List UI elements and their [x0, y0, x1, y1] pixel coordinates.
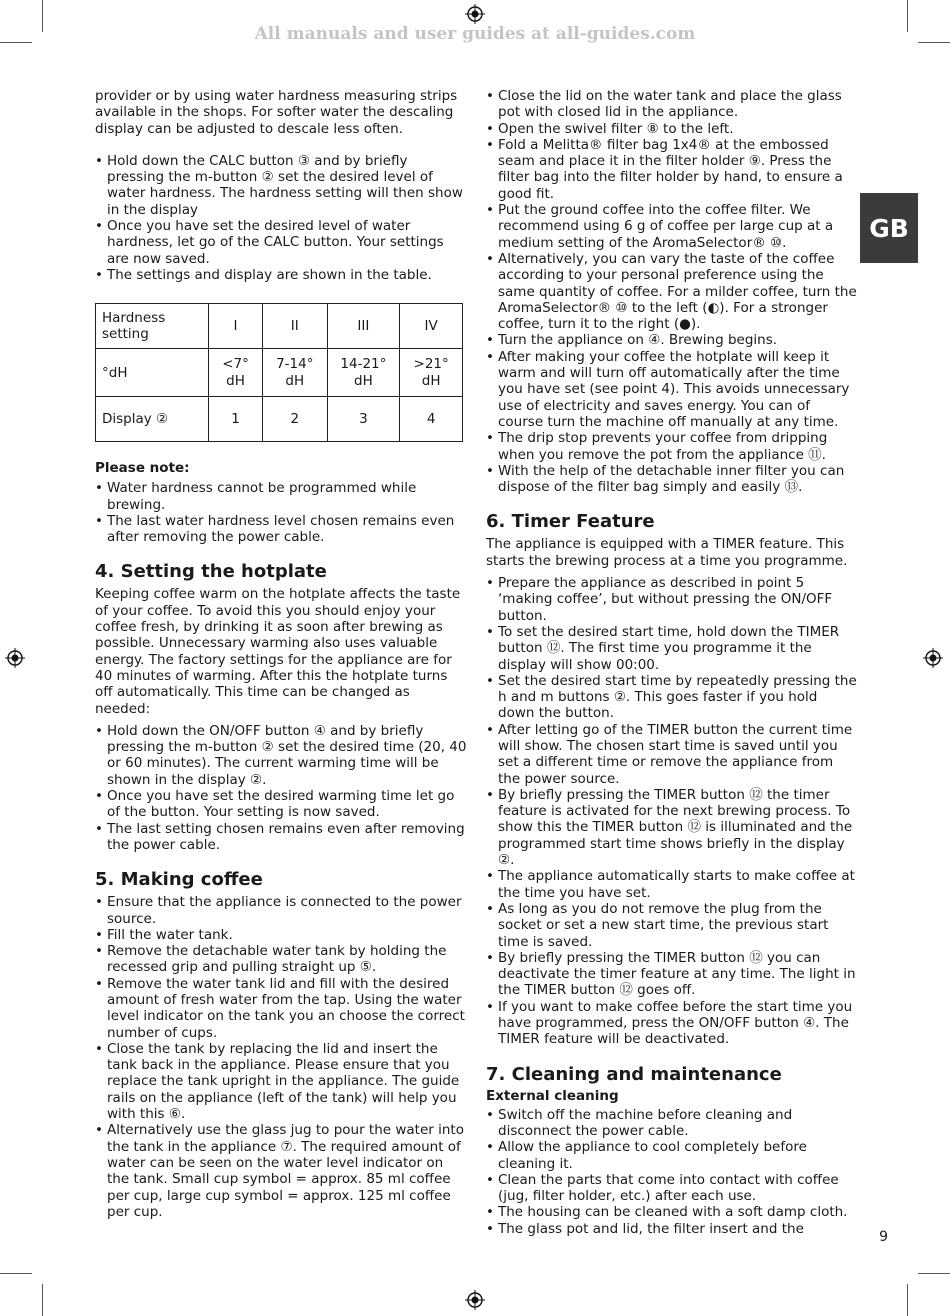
table-cell: Hardness setting — [96, 304, 209, 349]
list-item: • Close the lid on the water tank and place the glass pot with closed lid in the appliance. — [486, 88, 858, 121]
table-cell: III — [327, 304, 400, 349]
list-item: • To set the desired start time, hold down the TIMER button ⑫. The first time you programme it the display will show 00:00. — [486, 624, 858, 673]
section-heading-7: 7. Cleaning and maintenance — [486, 1063, 782, 1085]
table-cell: 3 — [327, 397, 400, 442]
section-5-list — [95, 894, 467, 1220]
page-number: 9 — [879, 1229, 888, 1245]
crop-mark — [42, 1284, 43, 1316]
list-item: • Once you have set the desired warming time let go of the button. Your setting is now saved. — [95, 788, 467, 821]
list-item: • The housing can be cleaned with a soft damp cloth. — [486, 1204, 858, 1220]
note-list — [95, 480, 467, 545]
note-heading: Please note: — [95, 460, 190, 477]
section-heading-5: 5. Making coffee — [95, 869, 263, 891]
list-item: • Water hardness cannot be programmed while brewing. — [95, 480, 467, 513]
list-item: • Close the tank by replacing the lid and insert the tank back in the appliance. Please ensure that you replace the tank upright in the appliance. The guide rails on the appliance (left of the tank) will help you with this ⑥. — [95, 1041, 467, 1122]
list-item: • Once you have set the desired level of water hardness, let go of the CALC button. Your settings are now saved. — [95, 218, 467, 267]
table-cell: <7° dH — [209, 349, 263, 397]
hardness-table — [95, 303, 463, 442]
list-item: • Alternatively use the glass jug to pour the water into the tank in the appliance ⑦. The required amount of water can be seen on the water level indicator on the tank. Small cup symbol = approx. 85 ml coffee per cup, large cup symbol = approx. 125 ml coffee per cup. — [95, 1122, 467, 1220]
list-item: • After letting go of the TIMER button the current time will show. The chosen start time is saved until you set a different time or remove the appliance from the power source. — [486, 722, 858, 787]
table-row — [96, 397, 463, 442]
list-item: • Turn the appliance on ④. Brewing begins. — [486, 332, 858, 348]
language-tab: GB — [860, 193, 918, 263]
list-item: • The drip stop prevents your coffee from dripping when you remove the pot from the appliance ⑪. — [486, 430, 858, 463]
section-5-cont-list — [486, 88, 858, 495]
table-cell: 2 — [263, 397, 327, 442]
intro-paragraph: provider or by using water hardness measuring strips available in the shops. For softer water the descaling display can be adjusted to descale less often. — [95, 88, 458, 137]
table-cell: °dH — [96, 349, 209, 397]
section-4-paragraph: Keeping coffee warm on the hotplate affects the taste of your coffee. To avoid this you should enjoy your coffee fresh, by drinking it as soon after brewing as possible. Unnecessary warming also uses valuable energy. The factory settings for the appliance are for 40 minutes of warming. After this the hotplate turns off automatically. This time can be changed as needed: — [95, 586, 461, 717]
list-item: • The last water hardness level chosen remains even after removing the power cable. — [95, 513, 467, 546]
list-item: • Open the swivel filter ⑧ to the left. — [486, 121, 858, 137]
list-item: • The glass pot and lid, the filter insert and the — [486, 1221, 858, 1237]
list-item: • Remove the water tank lid and fill with the desired amount of fresh water from the tap. Using the water level indicator on the tank you an choose the correct number of cups. — [95, 976, 467, 1041]
list-item: • Allow the appliance to cool completely before cleaning it. — [486, 1139, 858, 1172]
watermark: All manuals and user guides at all-guides.com — [254, 24, 696, 44]
table-cell: 7-14° dH — [263, 349, 327, 397]
list-item: • Hold down the CALC button ③ and by briefly pressing the m-button ② set the desired level of water hardness. The hardness setting will then show in the display — [95, 153, 467, 218]
table-cell: IV — [400, 304, 463, 349]
list-item: • With the help of the detachable inner filter you can dispose of the filter bag simply and easily ⑬. — [486, 463, 858, 496]
table-cell: 14-21° dH — [327, 349, 400, 397]
table-row — [96, 304, 463, 349]
registration-mark-icon — [923, 648, 943, 668]
right-column — [486, 88, 858, 1237]
list-item: • Ensure that the appliance is connected to the power source. — [95, 894, 467, 927]
crop-mark — [907, 1284, 908, 1316]
section-6-list — [486, 575, 858, 1048]
section-7-list — [486, 1107, 858, 1237]
table-row — [96, 349, 463, 397]
table-cell: 4 — [400, 397, 463, 442]
crop-mark — [918, 1273, 950, 1274]
registration-mark-icon — [465, 1290, 485, 1310]
list-item: • After making your coffee the hotplate will keep it warm and will turn off automatically after the time you have set (see point 4). This avoids unnecessary use of electricity and saves energy. You can of course turn the machine off manually at any time. — [486, 349, 858, 430]
table-cell: Display ② — [96, 397, 209, 442]
list-item: • The settings and display are shown in the table. — [95, 267, 467, 283]
list-item: • The last setting chosen remains even after removing the power cable. — [95, 821, 467, 854]
section-4-list — [95, 723, 467, 853]
list-item: • Set the desired start time by repeatedly pressing the h and m buttons ②. This goes faster if you hold down the button. — [486, 673, 858, 722]
subheading-external-cleaning: External cleaning — [486, 1087, 619, 1104]
list-item: • By briefly pressing the TIMER button ⑫ you can deactivate the timer feature at any time. The light in the TIMER button ⑫ goes off. — [486, 950, 858, 999]
section-6-paragraph: The appliance is equipped with a TIMER feature. This starts the brewing process at a time you programme. — [486, 536, 848, 569]
table-cell: 1 — [209, 397, 263, 442]
list-item: • Fill the water tank. — [95, 927, 467, 943]
list-item: • As long as you do not remove the plug from the socket or set a new start time, the previous start time is saved. — [486, 901, 858, 950]
list-item: • Fold a Melitta® filter bag 1x4® at the embossed seam and place it in the filter holder ⑨. Press the filter bag into the filter holder by hand, to ensure a good fit. — [486, 137, 858, 202]
section-heading-4: 4. Setting the hotplate — [95, 561, 327, 583]
crop-mark — [0, 1273, 32, 1274]
list-item: • By briefly pressing the TIMER button ⑫ the timer feature is activated for the next brewing process. To show this the TIMER button ⑫ is illuminated and the programmed start time shows briefly in the display ②. — [486, 787, 858, 868]
registration-mark-icon — [465, 4, 485, 24]
table-cell: I — [209, 304, 263, 349]
section-heading-6: 6. Timer Feature — [486, 511, 655, 533]
list-item: • The appliance automatically starts to make coffee at the time you have set. — [486, 868, 858, 901]
hardness-list — [95, 153, 467, 283]
table-cell: II — [263, 304, 327, 349]
list-item: • Switch off the machine before cleaning and disconnect the power cable. — [486, 1107, 858, 1140]
list-item: • If you want to make coffee before the start time you have programmed, press the ON/OFF button ④. The TIMER feature will be deactivated. — [486, 999, 858, 1048]
left-column — [95, 88, 467, 1220]
list-item: • Prepare the appliance as described in point 5 ‘making coffee’, but without pressing the ON/OFF button. — [486, 575, 858, 624]
list-item: • Clean the parts that come into contact with coffee (jug, filter holder, etc.) after each use. — [486, 1172, 858, 1205]
list-item: • Put the ground coffee into the coffee filter. We recommend using 6 g of coffee per large cup at a medium setting of the AromaSelector® ⑩. — [486, 202, 858, 251]
table-cell: >21° dH — [400, 349, 463, 397]
list-item: • Hold down the ON/OFF button ④ and by briefly pressing the m-button ② set the desired time (20, 40 or 60 minutes). The current warming time will be shown in the display ②. — [95, 723, 467, 788]
list-item: • Remove the detachable water tank by holding the recessed grip and pulling straight up ⑤. — [95, 943, 467, 976]
registration-mark-icon — [5, 648, 25, 668]
list-item: • Alternatively, you can vary the taste of the coffee according to your personal preference using the same quantity of coffee. For a milder coffee, turn the AromaSelector® ⑩ to the left (◐). For a stronger coffee, turn it to the right (●). — [486, 251, 858, 332]
